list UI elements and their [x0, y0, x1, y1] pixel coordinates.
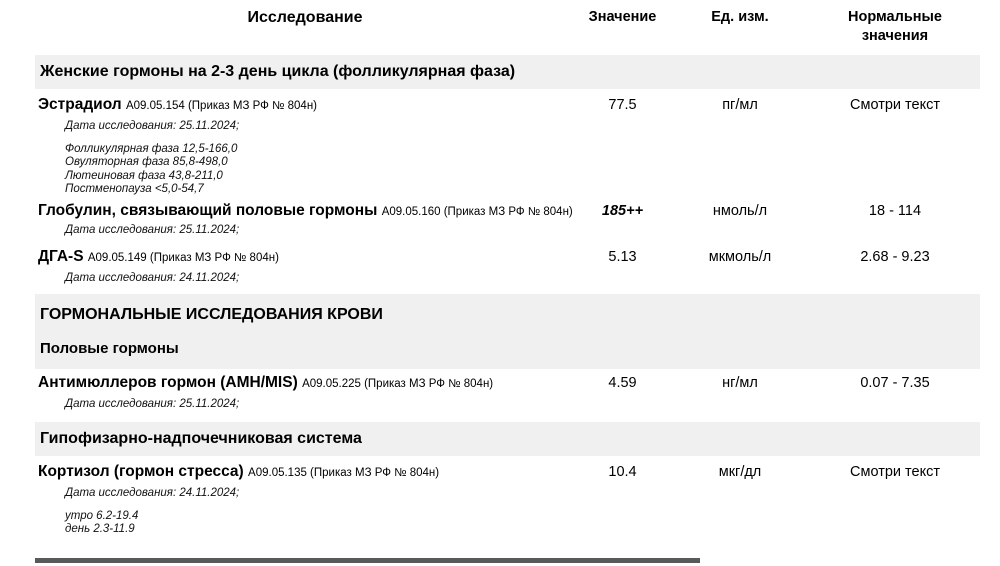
test-unit: мкмоль/л [708, 249, 772, 265]
reference-note: Постменопауза <5,0-54,7 [65, 183, 204, 195]
test-normal-range: Смотри текст [850, 97, 940, 113]
test-normal-range: 18 - 114 [868, 202, 922, 219]
test-unit: пг/мл [722, 97, 758, 113]
test-normal-range: 2.68 - 9.23 [860, 249, 930, 265]
column-header-value: Значение [588, 9, 657, 25]
test-code: A09.05.135 (Приказ МЗ РФ № 804н) [248, 467, 440, 479]
test-name-cell [35, 202, 575, 221]
reference-notes [65, 510, 1000, 537]
test-normal-range: 0.07 - 7.35 [860, 374, 930, 391]
test-date: Дата исследования: 24.11.2024; [65, 487, 240, 499]
section-header-blood-hormones [35, 294, 980, 369]
test-name: Глобулин, связывающий половые гормоны [38, 201, 378, 219]
test-date: Дата исследования: 25.11.2024; [65, 223, 240, 236]
reference-note: Фолликулярная фаза 12,5-166,0 [65, 142, 238, 155]
test-normal-range: Смотри текст [850, 464, 940, 480]
test-name-cell [35, 374, 575, 393]
test-name-cell [35, 248, 575, 267]
reference-note: Овуляторная фаза 85,8-498,0 [65, 156, 228, 168]
column-header-normal [810, 8, 980, 46]
table-row-cortisol [35, 463, 980, 482]
test-value: 4.59 [608, 374, 637, 391]
test-value: 10.4 [608, 464, 637, 480]
test-code: A09.05.149 (Приказ МЗ РФ № 804н) [87, 252, 279, 264]
table-row-dga-s [35, 248, 980, 267]
bottom-divider-bar [35, 558, 700, 563]
test-code: A09.05.154 (Приказ МЗ РФ № 804н) [125, 100, 317, 112]
test-date: Дата исследования: 24.11.2024; [65, 272, 240, 284]
table-row-shbg [35, 202, 980, 221]
reference-note: Лютеиновая фаза 43,8-211,0 [65, 169, 223, 182]
reference-note: утро 6.2-19.4 [65, 509, 139, 522]
test-name: Антимюллеров гормон (АМН/MIS) [38, 373, 298, 391]
table-row-amh [35, 374, 980, 393]
test-name: Эстрадиол [38, 96, 122, 113]
test-code: A09.05.160 (Приказ МЗ РФ № 804н) [381, 205, 573, 218]
test-value: 5.13 [608, 249, 637, 265]
column-header-normal-line2: значения [861, 28, 929, 44]
test-value-abnormal: 185++ [601, 202, 644, 219]
test-unit: нмоль/л [712, 202, 768, 219]
test-date: Дата исследования: 25.11.2024; [65, 120, 240, 132]
test-date: Дата исследования: 25.11.2024; [65, 397, 240, 410]
test-value: 77.5 [608, 97, 637, 113]
reference-notes [65, 143, 1000, 197]
section-header-female-hormones: Женские гормоны на 2-3 день цикла (фолликулярная фаза) [35, 55, 980, 89]
section-title-sex-hormones: Половые гормоны [40, 339, 179, 357]
test-unit: мкг/дл [718, 464, 762, 480]
column-header-unit: Ед. изм. [711, 9, 769, 25]
test-unit: нг/мл [722, 374, 758, 391]
test-code: A09.05.225 (Приказ МЗ РФ № 804н) [302, 377, 494, 390]
test-name-cell [35, 463, 575, 482]
section-header-pituitary-adrenal: Гипофизарно-надпочечниковая система [35, 422, 980, 456]
table-header-row [35, 0, 980, 46]
column-header-test: Исследование [247, 9, 363, 26]
column-header-normal-line1: Нормальные [848, 9, 942, 25]
test-name-cell [35, 96, 575, 115]
test-name: ДГА-S [38, 248, 84, 265]
reference-note: день 2.3-11.9 [65, 523, 135, 535]
table-row-estradiol [35, 96, 980, 115]
test-name: Кортизол (гормон стресса) [38, 463, 244, 480]
section-title-hormonal-blood-tests: ГОРМОНАЛЬНЫЕ ИССЛЕДОВАНИЯ КРОВИ [40, 305, 383, 323]
